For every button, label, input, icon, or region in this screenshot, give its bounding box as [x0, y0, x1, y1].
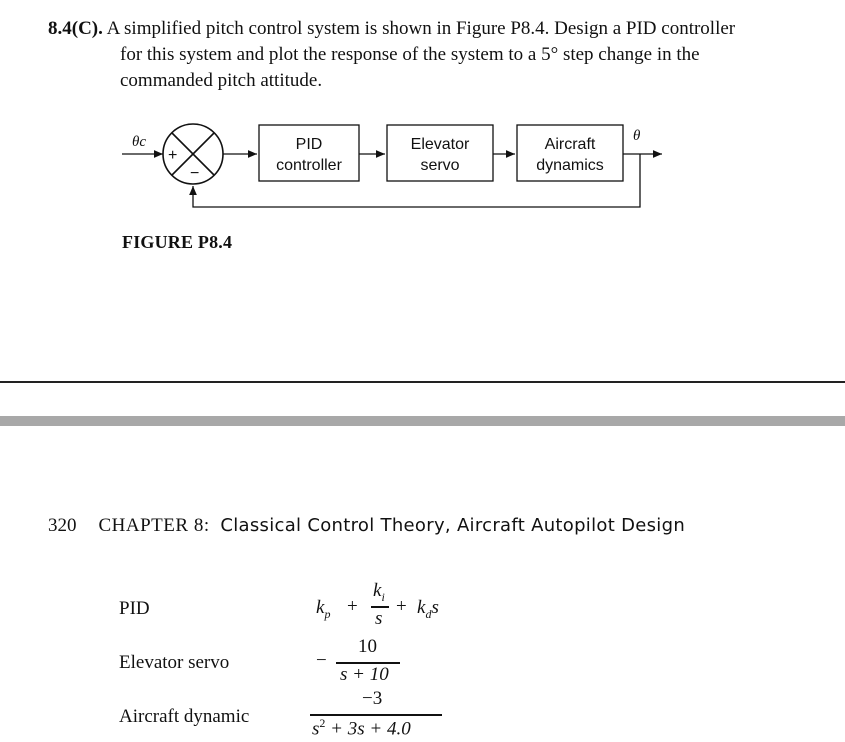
kd-subscript: d [425, 606, 432, 621]
pid-expression [316, 582, 456, 632]
aircraft-numerator: −3 [362, 688, 383, 709]
page-header [48, 515, 685, 537]
servo-numerator: 10 [358, 636, 377, 657]
chapter-label: CHAPTER 8: [98, 515, 210, 536]
servo-sign: − [316, 650, 327, 671]
figure-caption: FIGURE P8.4 [122, 232, 233, 252]
kd-s: s [431, 597, 439, 618]
ki-subscript: i [381, 589, 385, 604]
plus-1: + [347, 596, 358, 617]
problem-line-1: A simplified pitch control system is shown in Figure P8.4. Design a PID controller [106, 18, 736, 39]
problem-line-2: for this system and plot the response of the system to a 5° step change in the [120, 44, 700, 65]
problem-statement [48, 16, 828, 94]
aircraft-den-s: s [312, 718, 320, 740]
servo-block-line-2: servo [420, 157, 460, 174]
chapter-title: Classical Control Theory, Aircraft Autopilot Design [220, 515, 686, 536]
input-theta-c-label: θc [132, 134, 147, 150]
pid-block-line-2: controller [276, 157, 342, 174]
pid-block-line-1: PID [295, 136, 323, 153]
aircraft-den-rest: + 3s + 4.0 [325, 718, 411, 740]
servo-expression [316, 638, 416, 690]
page-divider-thin [0, 381, 845, 383]
plus-2: + [396, 596, 407, 617]
problem-number: 8.4(C). [48, 18, 103, 39]
aircraft-den-exp: 2 [319, 716, 326, 730]
tf-label-pid: PID [119, 598, 150, 619]
tf-label-aircraft: Aircraft dynamic [119, 706, 250, 727]
kd-symbol: k [417, 597, 426, 618]
aircraft-block-line-1: Aircraft [544, 136, 596, 153]
block-diagram [0, 110, 845, 220]
plus-sign: + [168, 147, 178, 164]
page-divider-thick [0, 416, 845, 426]
aircraft-block-line-2: dynamics [536, 157, 604, 174]
kp-symbol: k [316, 597, 325, 618]
minus-sign: − [190, 165, 200, 182]
servo-denominator: s + 10 [340, 664, 389, 685]
page-number: 320 [48, 515, 77, 536]
servo-block-line-1: Elevator [410, 136, 470, 153]
output-theta-label: θ [633, 128, 641, 144]
tf-label-servo: Elevator servo [119, 652, 230, 673]
problem-line-3: commanded pitch attitude. [120, 70, 323, 91]
kp-subscript: p [324, 606, 331, 621]
ki-symbol: k [373, 580, 382, 601]
ki-denominator: s [375, 608, 383, 629]
aircraft-expression [310, 690, 450, 742]
